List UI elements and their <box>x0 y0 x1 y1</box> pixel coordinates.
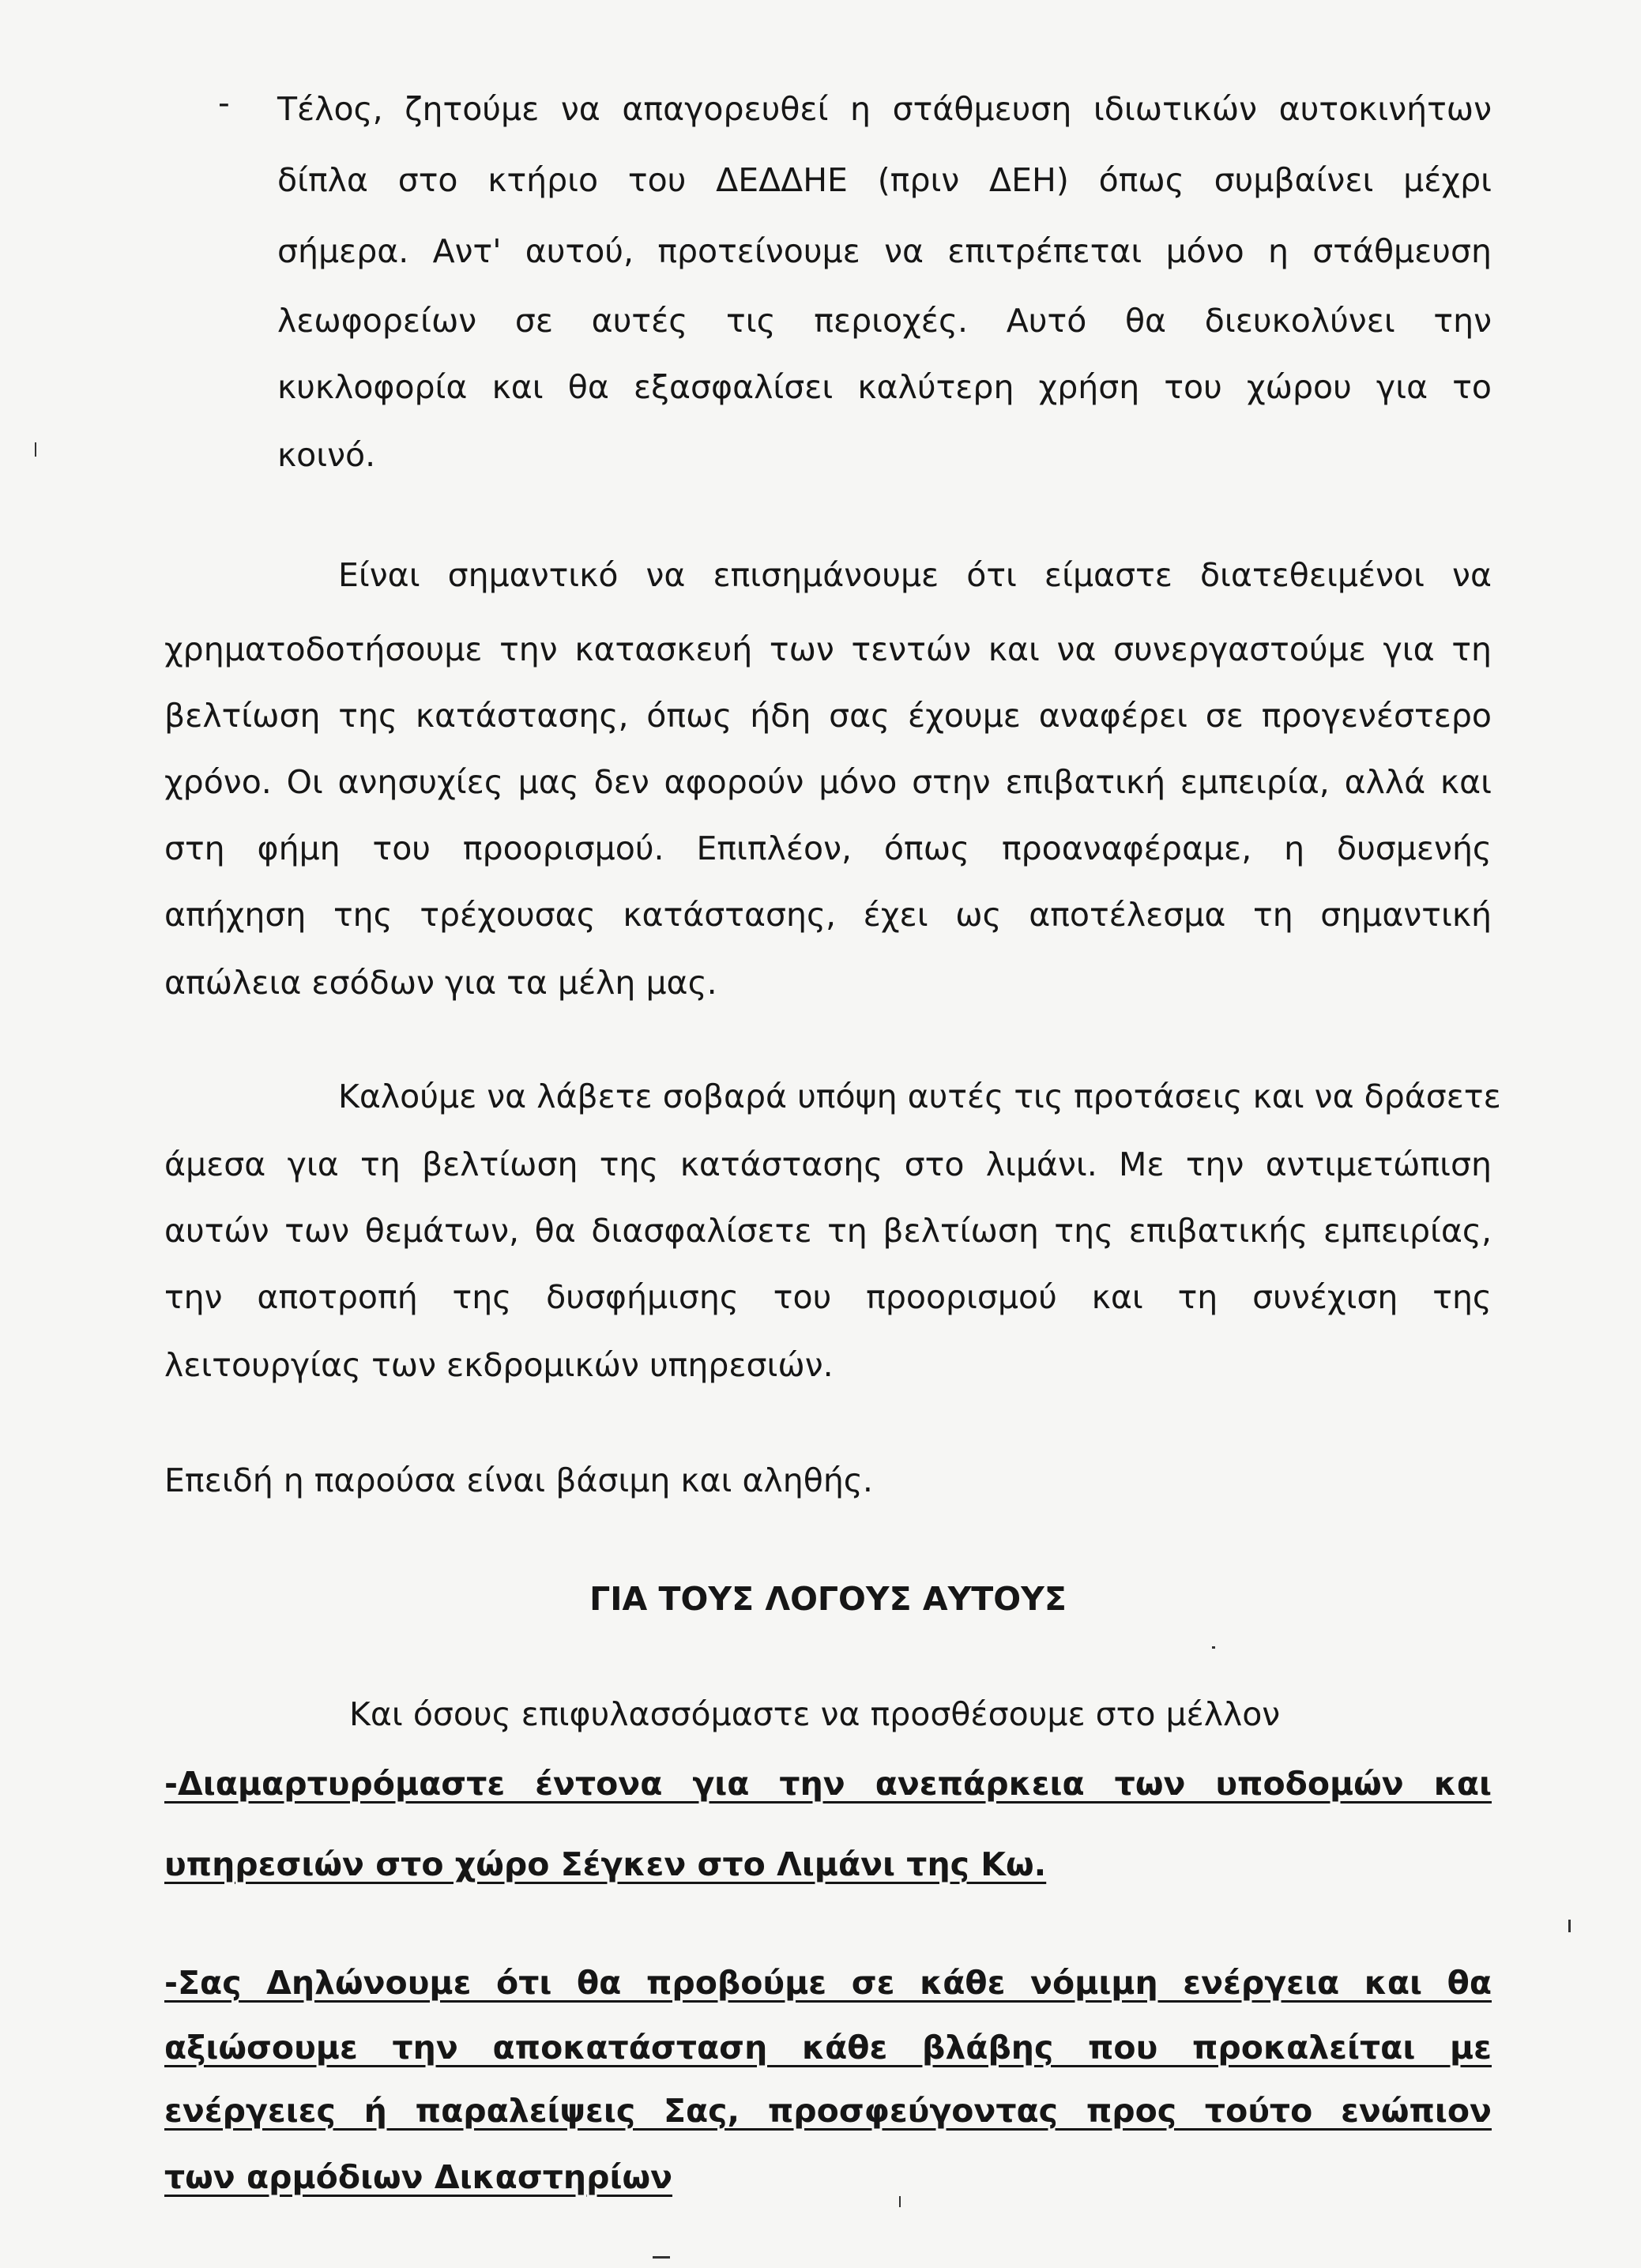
paragraph-line: χρηματοδοτήσουμε την κατασκευή των τεντών και να συνεργαστούμε για τη <box>164 630 1492 668</box>
paragraph-line: στη φήμη του προορισμού. Επιπλέον, όπως προαναφέραμε, η δυσμενής <box>164 829 1492 867</box>
reservation-line: Και όσους επιφυλασσόμαστε να προσθέσουμε στο μέλλον <box>349 1695 1281 1733</box>
paragraph-line: βελτίωση της κατάστασης, όπως ήδη σας έχουμε αναφέρει σε προγενέστερο <box>164 697 1492 735</box>
bullet-line: Τέλος, ζητούμε να απαγορευθεί η στάθμευση ιδιωτικών αυτοκινήτων <box>277 90 1492 128</box>
paragraph-line: την αποτροπή της δυσφήμισης του προορισμού και τη συνέχιση της <box>164 1278 1492 1316</box>
bullet-line: σήμερα. Αντ' αυτού, προτείνουμε να επιτρέπεται μόνο η στάθμευση <box>277 232 1492 270</box>
scan-speck <box>35 442 36 457</box>
bullet-line: δίπλα στο κτήριο του ΔΕΔΔΗΕ (πριν ΔΕΗ) όπως συμβαίνει μέχρι <box>277 161 1492 199</box>
paragraph-line: αυτών των θεμάτων, θα διασφαλίσετε τη βελτίωση της επιβατικής εμπειρίας, <box>164 1212 1492 1250</box>
claim-line: -Σας Δηλώνουμε ότι θα προβούμε σε κάθε νόμιμη ενέργεια και θα <box>164 1964 1492 2002</box>
statement-line: Επειδή η παρούσα είναι βάσιμη και αληθής. <box>164 1461 873 1499</box>
paragraph-line: απώλεια εσόδων για τα μέλη μας. <box>164 964 717 1002</box>
claim-line: ενέργειες ή παραλείψεις Σας, προσφεύγοντας προς τούτο ενώπιον <box>164 2092 1492 2130</box>
scan-speck <box>1568 1920 1571 1932</box>
claim-line: -Διαμαρτυρόμαστε έντονα για την ανεπάρκεια των υποδομών και <box>164 1765 1492 1803</box>
claim-line: υπηρεσιών στο χώρο Σέγκεν στο Λιμάνι της Κω. <box>164 1845 1047 1883</box>
scan-speck <box>1212 1646 1215 1649</box>
bullet-line: λεωφορείων σε αυτές τις περιοχές. Αυτό θα διευκολύνει την <box>277 302 1492 340</box>
paragraph-line: Είναι σημαντικό να επισημάνουμε ότι είμαστε διατεθειμένοι να <box>338 556 1492 594</box>
bullet-marker: - <box>218 84 230 122</box>
paragraph-line: άμεσα για τη βελτίωση της κατάστασης στο λιμάνι. Με την αντιμετώπιση <box>164 1145 1492 1183</box>
paragraph-line: λειτουργίας των εκδρομικών υπηρεσιών. <box>164 1346 834 1384</box>
claim-line: αξιώσουμε την αποκατάσταση κάθε βλάβης που προκαλείται με <box>164 2029 1492 2067</box>
bullet-line: κοινό. <box>277 436 376 474</box>
paragraph-line: χρόνο. Οι ανησυχίες μας δεν αφορούν μόνο στην επιβατική εμπειρία, αλλά και <box>164 763 1492 801</box>
bullet-line: κυκλοφορία και θα εξασφαλίσει καλύτερη χρήση του χώρου για το <box>277 368 1492 406</box>
section-heading: ΓΙΑ ΤΟΥΣ ΛΟΓΟΥΣ ΑΥΤΟΥΣ <box>589 1580 1067 1618</box>
paragraph-line: Καλούμε να λάβετε σοβαρά υπόψη αυτές τις προτάσεις και να δράσετε <box>338 1078 1501 1115</box>
scan-speck <box>653 2256 670 2259</box>
claim-line: των αρμόδιων Δικαστηρίων <box>164 2158 673 2196</box>
paragraph-line: απήχηση της τρέχουσας κατάστασης, έχει ως αποτέλεσμα τη σημαντική <box>164 896 1492 934</box>
scan-speck <box>899 2196 901 2207</box>
